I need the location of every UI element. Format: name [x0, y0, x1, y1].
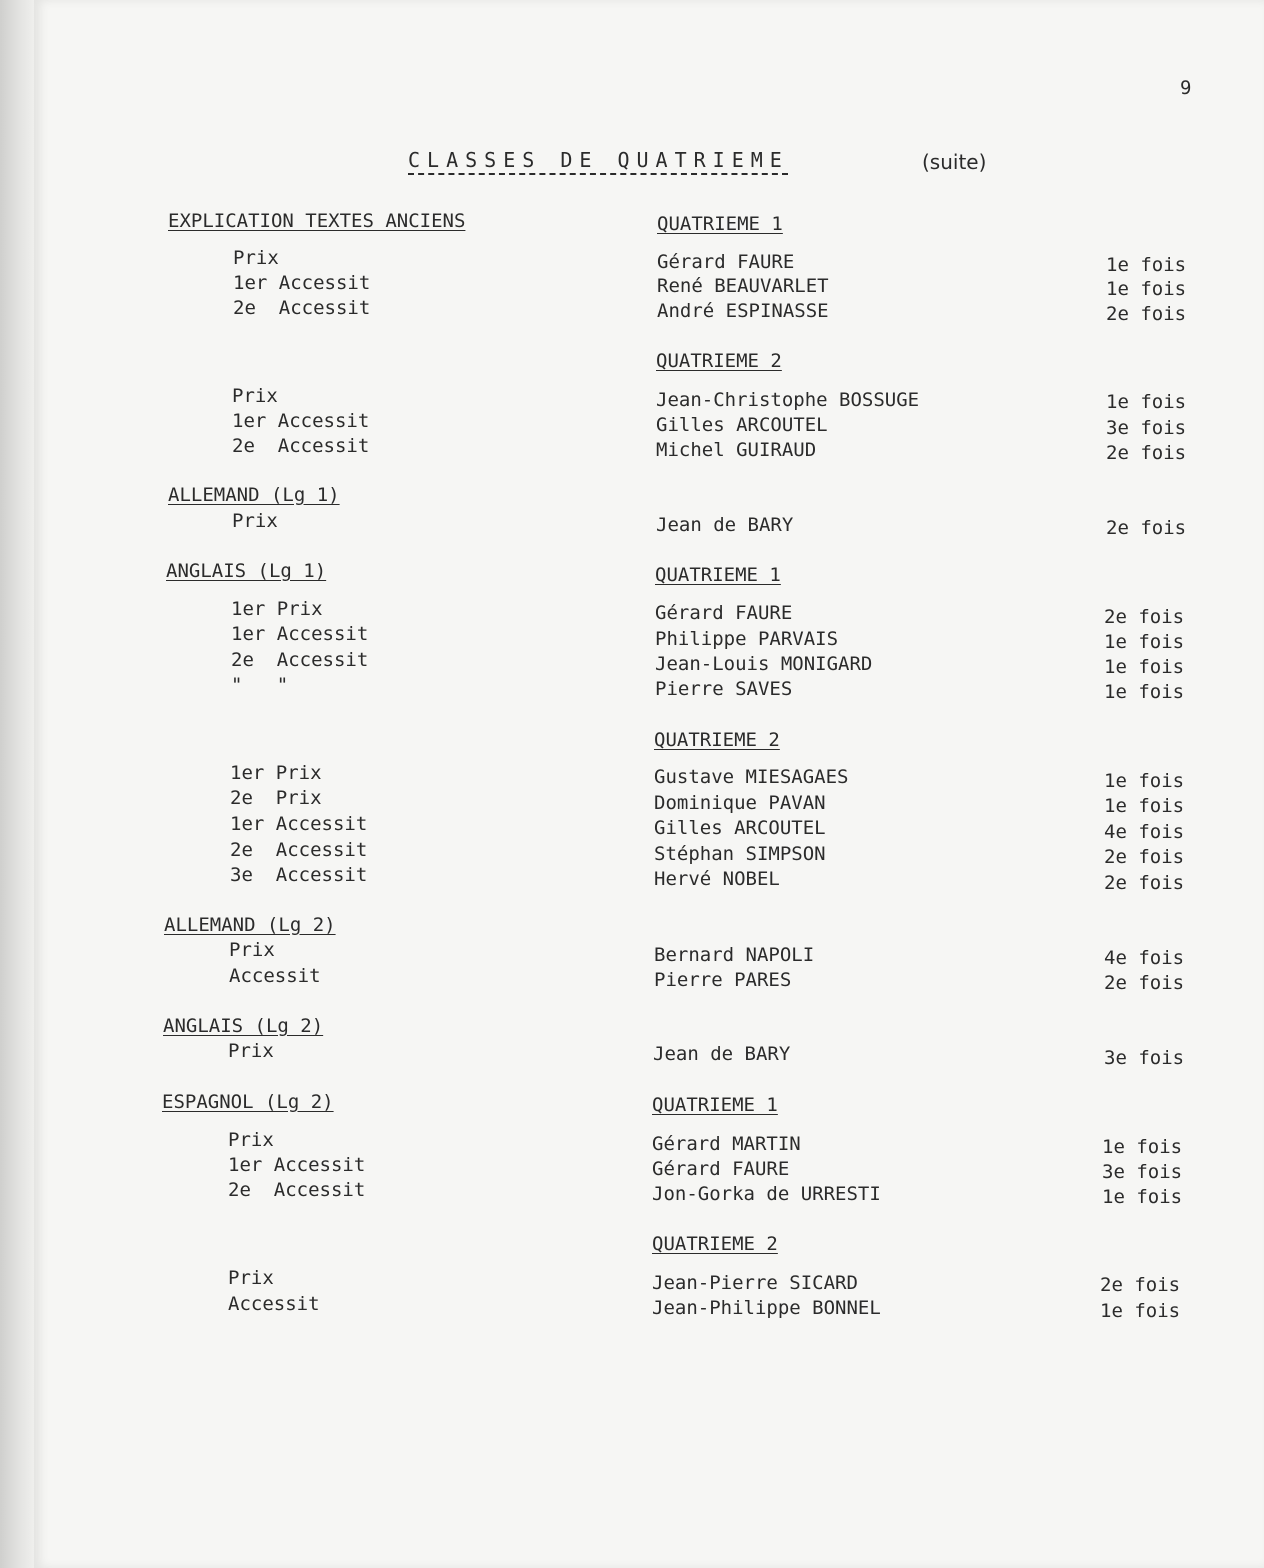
entry-times: 1e fois	[1100, 1300, 1181, 1322]
entry-name: Gérard FAURE	[652, 1158, 790, 1180]
entry-times: 2e fois	[1104, 972, 1185, 994]
entry-name: André ESPINASSE	[657, 300, 829, 322]
binding-fold	[0, 0, 34, 1568]
entry-times: 1e fois	[1104, 656, 1185, 678]
class-header: QUATRIEME 2	[654, 729, 780, 751]
entry-name: Jean-Christophe BOSSUGE	[656, 389, 920, 411]
entry-name: Gérard MARTIN	[652, 1133, 801, 1155]
page-number: 9	[1180, 77, 1192, 99]
entry-times: 2e fois	[1106, 517, 1187, 539]
entry-name: Gilles ARCOUTEL	[654, 817, 826, 839]
entry-name: Jon-Gorka de URRESTI	[652, 1183, 881, 1205]
entry-times: 2e fois	[1104, 846, 1185, 868]
award-label: 1er Accessit	[231, 623, 369, 645]
class-header: QUATRIEME 1	[655, 564, 781, 586]
entry-name: Jean de BARY	[656, 514, 794, 536]
entry-name: Jean-Louis MONIGARD	[655, 653, 873, 675]
page-title: CLASSES DE QUATRIEME	[408, 148, 789, 172]
entry-times: 1e fois	[1102, 1136, 1183, 1158]
entry-name: Bernard NAPOLI	[654, 944, 815, 966]
entry-times: 2e fois	[1106, 442, 1187, 464]
award-label: 2e Accessit	[231, 649, 369, 671]
award-label: 1er Prix	[230, 762, 322, 784]
page-title-suffix: (suite)	[922, 150, 987, 174]
entry-times: 3e fois	[1106, 417, 1187, 439]
entry-name: René BEAUVARLET	[657, 275, 829, 297]
entry-name: Gilles ARCOUTEL	[656, 414, 828, 436]
entry-name: Gustave MIESAGAES	[654, 766, 849, 788]
award-label: 3e Accessit	[230, 864, 368, 886]
entry-times: 1e fois	[1104, 681, 1185, 703]
entry-name: Gérard FAURE	[655, 602, 793, 624]
award-label: 1er Accessit	[232, 410, 370, 432]
award-label: 2e Accessit	[230, 839, 368, 861]
award-label: Prix	[233, 247, 279, 269]
award-label: 2e Accessit	[228, 1179, 366, 1201]
award-label: Prix	[229, 939, 275, 961]
section-heading: ANGLAIS (Lg 2)	[163, 1015, 324, 1037]
award-label: Prix	[228, 1129, 274, 1151]
entry-name: Gérard FAURE	[657, 251, 795, 273]
entry-name: Stéphan SIMPSON	[654, 843, 826, 865]
entry-times: 2e fois	[1104, 606, 1185, 628]
award-label: 1er Prix	[231, 598, 323, 620]
class-header: QUATRIEME 1	[652, 1094, 778, 1116]
award-label: 2e Prix	[230, 787, 322, 809]
entry-name: Jean-Pierre SICARD	[652, 1272, 858, 1294]
award-label: Accessit	[228, 1293, 320, 1315]
entry-times: 1e fois	[1104, 770, 1185, 792]
entry-name: Pierre SAVES	[655, 678, 793, 700]
entry-times: 2e fois	[1106, 303, 1187, 325]
entry-name: Hervé NOBEL	[654, 868, 780, 890]
entry-name: Jean de BARY	[653, 1043, 791, 1065]
section-heading: ALLEMAND (Lg 1)	[168, 484, 340, 506]
award-label: Prix	[228, 1267, 274, 1289]
award-label: 1er Accessit	[233, 272, 371, 294]
entry-times: 1e fois	[1104, 795, 1185, 817]
award-label: Accessit	[229, 965, 321, 987]
entry-times: 1e fois	[1104, 631, 1185, 653]
entry-name: Pierre PARES	[654, 969, 792, 991]
section-heading: ESPAGNOL (Lg 2)	[162, 1091, 334, 1113]
award-label: Prix	[232, 510, 278, 532]
entry-times: 1e fois	[1106, 391, 1187, 413]
award-label: 2e Accessit	[232, 435, 370, 457]
class-header: QUATRIEME 2	[656, 350, 782, 372]
award-label: Prix	[228, 1040, 274, 1062]
entry-name: Jean-Philippe BONNEL	[652, 1297, 881, 1319]
entry-name: Dominique PAVAN	[654, 792, 826, 814]
award-label: " "	[231, 674, 289, 696]
entry-name: Michel GUIRAUD	[656, 439, 817, 461]
section-heading: ANGLAIS (Lg 1)	[166, 560, 327, 582]
entry-name: Philippe PARVAIS	[655, 628, 839, 650]
award-label: 1er Accessit	[230, 813, 368, 835]
document-page	[34, 0, 1264, 1568]
entry-times: 2e fois	[1100, 1274, 1181, 1296]
entry-times: 4e fois	[1104, 947, 1185, 969]
award-label: 2e Accessit	[233, 297, 371, 319]
entry-times: 4e fois	[1104, 821, 1185, 843]
entry-times: 2e fois	[1104, 872, 1185, 894]
award-label: 1er Accessit	[228, 1154, 366, 1176]
section-heading: ALLEMAND (Lg 2)	[164, 914, 336, 936]
entry-times: 1e fois	[1106, 278, 1187, 300]
entry-times: 1e fois	[1106, 254, 1187, 276]
entry-times: 1e fois	[1102, 1186, 1183, 1208]
entry-times: 3e fois	[1104, 1047, 1185, 1069]
entry-times: 3e fois	[1102, 1161, 1183, 1183]
award-label: Prix	[232, 385, 278, 407]
class-header: QUATRIEME 1	[657, 213, 783, 235]
section-heading: EXPLICATION TEXTES ANCIENS	[168, 210, 466, 232]
class-header: QUATRIEME 2	[652, 1233, 778, 1255]
